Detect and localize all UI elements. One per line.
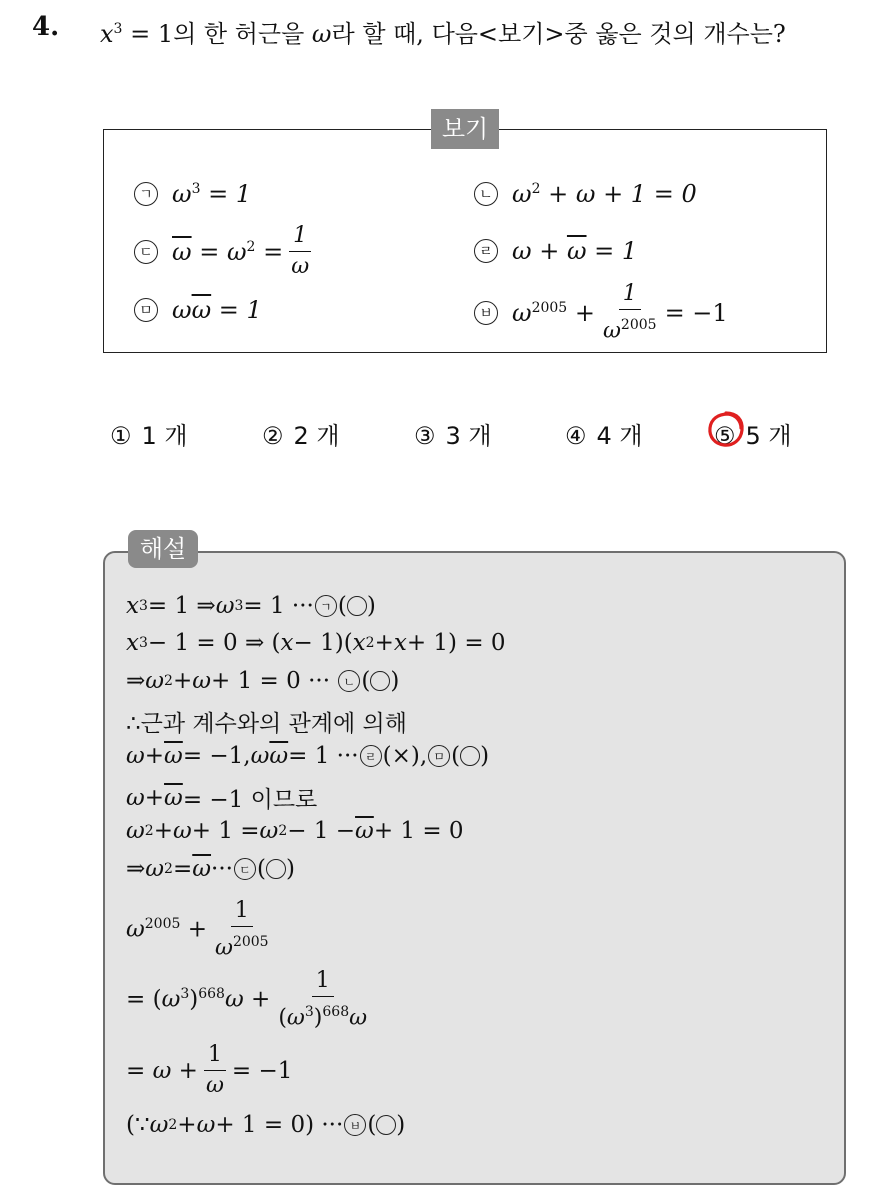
explanation-fraction-line-1 — [126, 896, 277, 963]
circle-mark: ㅁ — [134, 298, 158, 322]
explanation-fraction-line-2 — [126, 966, 375, 1033]
fraction-suffix: = −1 — [231, 1057, 293, 1084]
bogi-expr-tail: = −1 — [664, 298, 728, 327]
circle-mark: ㄴ — [474, 182, 498, 206]
choice-2[interactable] — [262, 416, 340, 451]
choice-3[interactable] — [414, 416, 492, 451]
choice-number: ③ — [414, 422, 436, 450]
fraction-denominator: ω — [205, 1073, 224, 1098]
bogi-item-e — [134, 296, 262, 324]
bogi-title: 보기 — [431, 109, 499, 149]
bogi-item-d — [474, 237, 637, 265]
explanation-last-line: (∵ ω 2 + ω + 1 = 0) ··· ㅂ ( ) — [126, 1112, 406, 1138]
bogi-expr: $\omega^3 = 1$ — [172, 180, 252, 208]
fraction — [211, 896, 273, 963]
choice-1[interactable] — [110, 416, 188, 451]
explanation-line-5: ω + $\overline{\omega}$ = −1, ω $\overline{\omega}$ = 1 ··· ㄹ (×), ㅁ ( ) — [126, 743, 490, 769]
fraction — [599, 279, 661, 346]
explanation-line-1: x 3 = 1 ⇒ ω 3 = 1 ··· ㄱ ( ) — [126, 593, 376, 619]
explanation-line-8: ⇒ ω 2 = $\overline{\omega}$ ··· ㄷ ( ) — [126, 856, 295, 882]
explanation-line-4: ∴근과 계수와의 관계에 의해 — [126, 711, 407, 737]
choice-label: 5 개 — [745, 422, 792, 450]
fraction-denominator: $(\omega^3)^{668}\omega$ — [278, 1004, 368, 1031]
choice-label: 1 개 — [141, 422, 188, 450]
bogi-item-a — [134, 180, 251, 208]
bogi-item-b — [474, 180, 697, 208]
fraction-denominator: $\omega^{2005}$ — [215, 934, 269, 961]
bogi-item-c — [134, 221, 317, 282]
fraction-numerator: 1 — [204, 1040, 226, 1071]
bogi-expr: $\omega\overline{\omega} = 1$ — [172, 296, 262, 324]
choice-label: 2 개 — [293, 422, 340, 450]
fraction-prefix: = $(\omega^3)^{668}\omega$ + — [126, 986, 271, 1013]
fraction — [274, 966, 371, 1033]
choice-label: 3 개 — [445, 422, 492, 450]
fraction — [287, 221, 313, 282]
explanation-line-6: ω + $\overline{\omega}$ = −1 이므로 — [126, 784, 318, 813]
fraction-numerator: 1 — [312, 966, 334, 997]
choice-label: 4 개 — [596, 422, 643, 450]
bogi-expr: $\overline{\omega} = \omega^2$ = — [172, 237, 284, 266]
fraction-denominator: $\omega^{2005}$ — [602, 317, 657, 344]
bogi-expr: $\omega + \overline{\omega} = 1$ — [512, 237, 638, 265]
fraction-numerator: 1 — [619, 279, 641, 310]
explanation-title: 해설 — [128, 530, 198, 568]
choice-number: ① — [110, 422, 132, 450]
bogi-expr: $\omega^{2005}$ + — [512, 298, 595, 327]
circle-mark: ㅂ — [474, 301, 498, 325]
answer-circle-icon — [706, 409, 746, 449]
fraction-numerator: 1 — [289, 221, 311, 252]
circle-mark: ㄹ — [474, 239, 498, 263]
circle-mark: ㄷ — [134, 240, 158, 264]
explanation-fraction-line-3 — [126, 1040, 292, 1101]
circle-mark: ㄱ — [134, 182, 158, 206]
choice-number: ④ — [565, 422, 587, 450]
explanation-line-7: ω 2 + ω + 1 = ω 2 − 1 − $\overline{\omega}$ + 1 = 0 — [126, 818, 464, 844]
choice-number: ② — [262, 422, 284, 450]
question-number: 4. — [32, 12, 60, 42]
bogi-expr: $\omega^2 + \omega + 1 = 0$ — [512, 180, 697, 208]
fraction — [202, 1040, 228, 1101]
fraction-prefix: $\omega^{2005}$ + — [126, 916, 207, 943]
bogi-item-f — [474, 279, 728, 346]
fraction-numerator: 1 — [231, 896, 253, 927]
fraction-prefix: = ω + — [126, 1057, 198, 1084]
choice-4[interactable] — [565, 416, 643, 451]
question-text: $x^3 = 1$의 한 허근을 ω라 할 때, 다음<보기>중 옳은 것의 개수는? — [100, 20, 786, 48]
explanation-line-3: ⇒ ω 2 + ω + 1 = 0 ··· ㄴ ( ) — [126, 668, 400, 694]
fraction-denominator: ω — [291, 254, 310, 279]
choice-number: ⑤ — [714, 422, 736, 450]
explanation-line-2: x 3 − 1 = 0 ⇒ ( x − 1)( x 2 + x + 1) = 0 — [126, 630, 506, 656]
